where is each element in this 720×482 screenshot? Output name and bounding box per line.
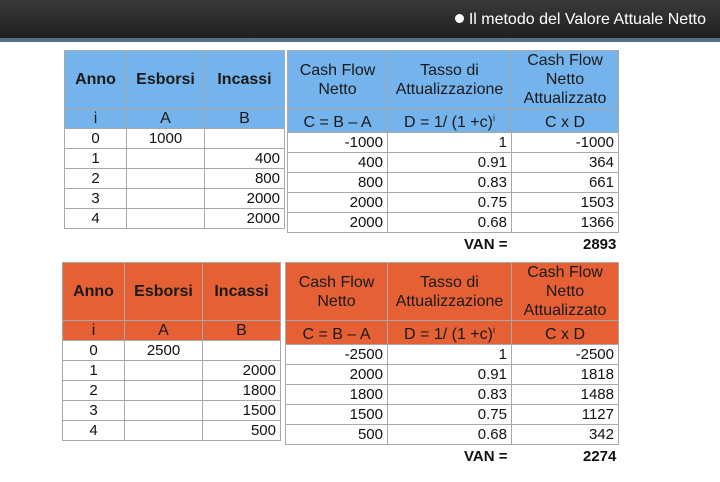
header-line: Cash Flow — [298, 273, 375, 291]
cell-b: 2000 — [205, 189, 285, 209]
cell-c: 800 — [288, 173, 388, 193]
cell-c: 400 — [288, 153, 388, 173]
table-row — [288, 193, 619, 213]
header-cash-flow-attualizzato — [512, 263, 619, 321]
cell-cxd: 1127 — [512, 405, 619, 425]
header-line: Netto — [318, 80, 357, 98]
cell-i: 1 — [65, 149, 127, 169]
cell-cxd: 1503 — [512, 193, 619, 213]
cell-b — [203, 341, 281, 361]
header-cash-flow-attualizzato — [512, 51, 619, 109]
sub-a: A — [127, 109, 205, 129]
cell-d: 0.75 — [388, 405, 512, 425]
cell-d: 0.68 — [388, 213, 512, 233]
cell-c: 1800 — [286, 385, 388, 405]
table-row — [286, 345, 619, 365]
header-line: Tasso di — [420, 61, 479, 79]
sub-c-formula: C = B – A — [286, 321, 388, 345]
header-line: Cash Flow — [527, 52, 603, 69]
slide-header — [0, 0, 720, 42]
table-row — [63, 421, 281, 441]
table-row — [65, 129, 285, 149]
table-1-inputs — [64, 50, 285, 229]
cell-d: 0.75 — [388, 193, 512, 213]
header-line: Cash Flow — [299, 61, 376, 79]
cell-c: 2000 — [286, 365, 388, 385]
header-cash-flow-netto — [288, 51, 388, 109]
sub-cxd-formula: C x D — [512, 321, 619, 345]
cell-cxd: 364 — [512, 153, 619, 173]
cell-c: 1500 — [286, 405, 388, 425]
cell-a — [125, 401, 203, 421]
cell-b: 2000 — [203, 361, 281, 381]
table-row — [65, 149, 285, 169]
sub-i: i — [63, 321, 125, 341]
cell-b: 1500 — [203, 401, 281, 421]
cell-i: 3 — [65, 189, 127, 209]
cell-cxd: 1818 — [512, 365, 619, 385]
table-row — [288, 173, 619, 193]
header-stripe — [0, 38, 720, 42]
cell-d: 1 — [388, 133, 512, 153]
van-label: VAN = — [464, 448, 508, 465]
table-row — [286, 365, 619, 385]
formula-exponent: i — [492, 325, 495, 335]
header-esborsi: Esborsi — [125, 263, 203, 321]
header-line: Netto — [545, 71, 585, 88]
cell-c: -1000 — [288, 133, 388, 153]
cell-b: 500 — [203, 421, 281, 441]
cell-b: 400 — [205, 149, 285, 169]
table-row — [286, 405, 619, 425]
cell-a: 2500 — [125, 341, 203, 361]
table-row — [65, 169, 285, 189]
header-tasso-attualizzazione — [388, 51, 512, 109]
cell-d: 0.68 — [388, 425, 512, 445]
cell-a: 1000 — [127, 129, 205, 149]
header-line: Attualizzato — [523, 90, 607, 107]
header-incassi: Incassi — [203, 263, 281, 321]
sub-c-formula: C = B – A — [288, 109, 388, 133]
cell-i: 4 — [63, 421, 125, 441]
sub-d-formula — [388, 321, 512, 345]
cell-a — [127, 149, 205, 169]
table-row — [288, 153, 619, 173]
formula-text: D = 1/ (1 +c) — [404, 114, 493, 131]
table-row — [65, 189, 285, 209]
cell-cxd: 1366 — [512, 213, 619, 233]
header-line: Attualizzato — [523, 302, 607, 319]
cell-d: 0.91 — [388, 365, 512, 385]
cell-i: 0 — [63, 341, 125, 361]
van-label: VAN = — [464, 236, 508, 253]
header-cash-flow-netto — [286, 263, 388, 321]
cell-i: 2 — [65, 169, 127, 189]
sub-cxd-formula: C x D — [512, 109, 619, 133]
van-value: 2274 — [583, 448, 617, 465]
table-row — [63, 341, 281, 361]
cell-i: 1 — [63, 361, 125, 381]
cell-c: 2000 — [288, 213, 388, 233]
cell-b: 800 — [205, 169, 285, 189]
cell-i: 3 — [63, 401, 125, 421]
formula-exponent: i — [492, 113, 495, 123]
header-line: Netto — [545, 283, 585, 300]
cell-i: 4 — [65, 209, 127, 229]
cell-b: 2000 — [205, 209, 285, 229]
header-line: Netto — [317, 292, 356, 310]
table-row — [63, 401, 281, 421]
header-anno: Anno — [65, 51, 127, 109]
bullet-icon — [455, 14, 464, 23]
cell-i: 0 — [65, 129, 127, 149]
table-2-results — [285, 262, 619, 445]
cell-cxd: 342 — [512, 425, 619, 445]
header-line: Attualizzazione — [395, 80, 504, 98]
table-row — [63, 361, 281, 381]
van-value: 2893 — [583, 236, 617, 253]
cell-a — [127, 209, 205, 229]
slide-title-text: Il metodo del Valore Attuale Netto — [468, 11, 706, 28]
cell-a — [125, 421, 203, 441]
header-line: Attualizzazione — [395, 292, 504, 310]
cell-d: 1 — [388, 345, 512, 365]
table-row — [65, 209, 285, 229]
sub-d-formula — [388, 109, 512, 133]
cell-a — [125, 361, 203, 381]
cell-b: 1800 — [203, 381, 281, 401]
sub-b: B — [203, 321, 281, 341]
cell-a — [127, 169, 205, 189]
table-row — [286, 385, 619, 405]
header-line: Cash Flow — [527, 264, 603, 281]
cell-c: 500 — [286, 425, 388, 445]
cell-cxd: 1488 — [512, 385, 619, 405]
cell-d: 0.83 — [388, 173, 512, 193]
header-incassi: Incassi — [205, 51, 285, 109]
cell-c: -2500 — [286, 345, 388, 365]
table-1-results — [287, 50, 619, 233]
sub-b: B — [205, 109, 285, 129]
cell-i: 2 — [63, 381, 125, 401]
cell-d: 0.91 — [388, 153, 512, 173]
header-tasso-attualizzazione — [388, 263, 512, 321]
table-row — [288, 133, 619, 153]
cell-cxd: -1000 — [512, 133, 619, 153]
cell-a — [125, 381, 203, 401]
header-line: Tasso di — [420, 273, 479, 291]
header-anno: Anno — [63, 263, 125, 321]
table-2-inputs — [62, 262, 281, 441]
sub-i: i — [65, 109, 127, 129]
cell-a — [127, 189, 205, 209]
cell-b — [205, 129, 285, 149]
formula-text: D = 1/ (1 +c) — [404, 326, 493, 343]
cell-d: 0.83 — [388, 385, 512, 405]
table-row — [286, 425, 619, 445]
sub-a: A — [125, 321, 203, 341]
cell-cxd: -2500 — [512, 345, 619, 365]
cell-cxd: 661 — [512, 173, 619, 193]
cell-c: 2000 — [288, 193, 388, 213]
slide-title — [455, 11, 706, 29]
table-row — [288, 213, 619, 233]
header-esborsi: Esborsi — [127, 51, 205, 109]
table-row — [63, 381, 281, 401]
